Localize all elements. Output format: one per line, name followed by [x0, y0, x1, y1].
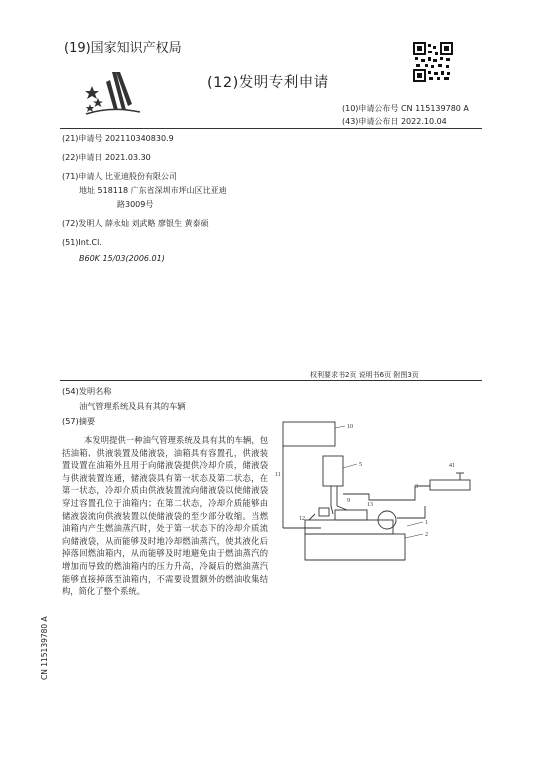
document-type: (12)发明专利申请 — [207, 75, 329, 91]
publication-number: (10)申请公布号 CN 115139780 A — [342, 104, 469, 113]
office-name: (19)国家知识产权局 — [64, 41, 182, 56]
inventors: (72)发明人 薛永灿 刘武略 廖银生 黄泰硕 — [62, 219, 209, 228]
fig-label-10: 10 — [347, 424, 353, 430]
fig-label-9: 9 — [347, 498, 350, 504]
fig-label-2: 2 — [425, 532, 428, 538]
fig-label-13: 13 — [367, 502, 373, 508]
fig-label-41: 41 — [449, 463, 455, 469]
invention-title: 油气管理系统及具有其的车辆 — [79, 401, 186, 411]
filing-date: (22)申请日 2021.03.30 — [62, 153, 151, 162]
side-publication-number: CN 115139780 A — [40, 616, 49, 680]
title-label: (54)发明名称 — [62, 386, 112, 396]
application-number: (21)申请号 202110340830.9 — [62, 134, 174, 143]
abstract-figure — [275, 414, 475, 584]
fig-label-5: 5 — [359, 462, 362, 468]
fig-label-1: 1 — [425, 520, 428, 526]
page-counts: 权利要求书2页 说明书6页 附图3页 — [310, 371, 419, 379]
qr-code — [413, 42, 453, 82]
ipc-code: B60K 15/03(2006.01) — [79, 254, 165, 263]
fuel-tank-1 — [305, 534, 405, 560]
address-line-2: 路3009号 — [117, 200, 154, 209]
fig-label-11: 11 — [275, 472, 281, 478]
ipc-label: (51)Int.Cl. — [62, 238, 102, 247]
address-line-1: 地址 518118 广东省深圳市坪山区比亚迪 — [79, 186, 227, 195]
abstract-divider — [60, 380, 482, 381]
applicant: (71)申请人 比亚迪股份有限公司 — [62, 172, 177, 181]
reservoir-41 — [430, 480, 470, 490]
publication-date: (43)申请公布日 2022.10.04 — [342, 117, 447, 126]
tank-10 — [283, 422, 335, 446]
abstract-text: 本发明提供一种油气管理系统及具有其的车辆，包括油箱、供液装置及储液袋，油箱具有容置孔，供液装置设置在油箱外且用于向储液袋提供冷却介质，储液袋与供液装置连通，储液袋具有第一状态及第二状态，在第一状态，冷却介质由供液装置流向储液袋以使储液袋穿过容置孔位于油箱内；在第二状态，冷却介质能够由储液袋流向供液装置以使储液袋的至少部分收缩。当燃油箱内产生燃油蒸汽时，处于第一状态下的冷却介质流向储液袋，从而能够及时地冷却燃油蒸汽，使其液化后掉落回燃油箱内，从而能够及时地避免由于燃油蒸汽的增加而导致的燃油箱内的压力升高，冷凝后的燃油蒸汽能够直接掉落至油箱内，不需要设置额外的燃油收集结构，简化了整个系统。 — [62, 435, 268, 597]
abstract-label: (57)摘要 — [62, 416, 96, 426]
fig-label-3: 3 — [415, 484, 418, 490]
fig-label-12: 12 — [299, 516, 305, 522]
supply-device-5 — [323, 456, 343, 486]
header-divider — [60, 128, 482, 129]
cnipa-logo — [82, 66, 144, 116]
